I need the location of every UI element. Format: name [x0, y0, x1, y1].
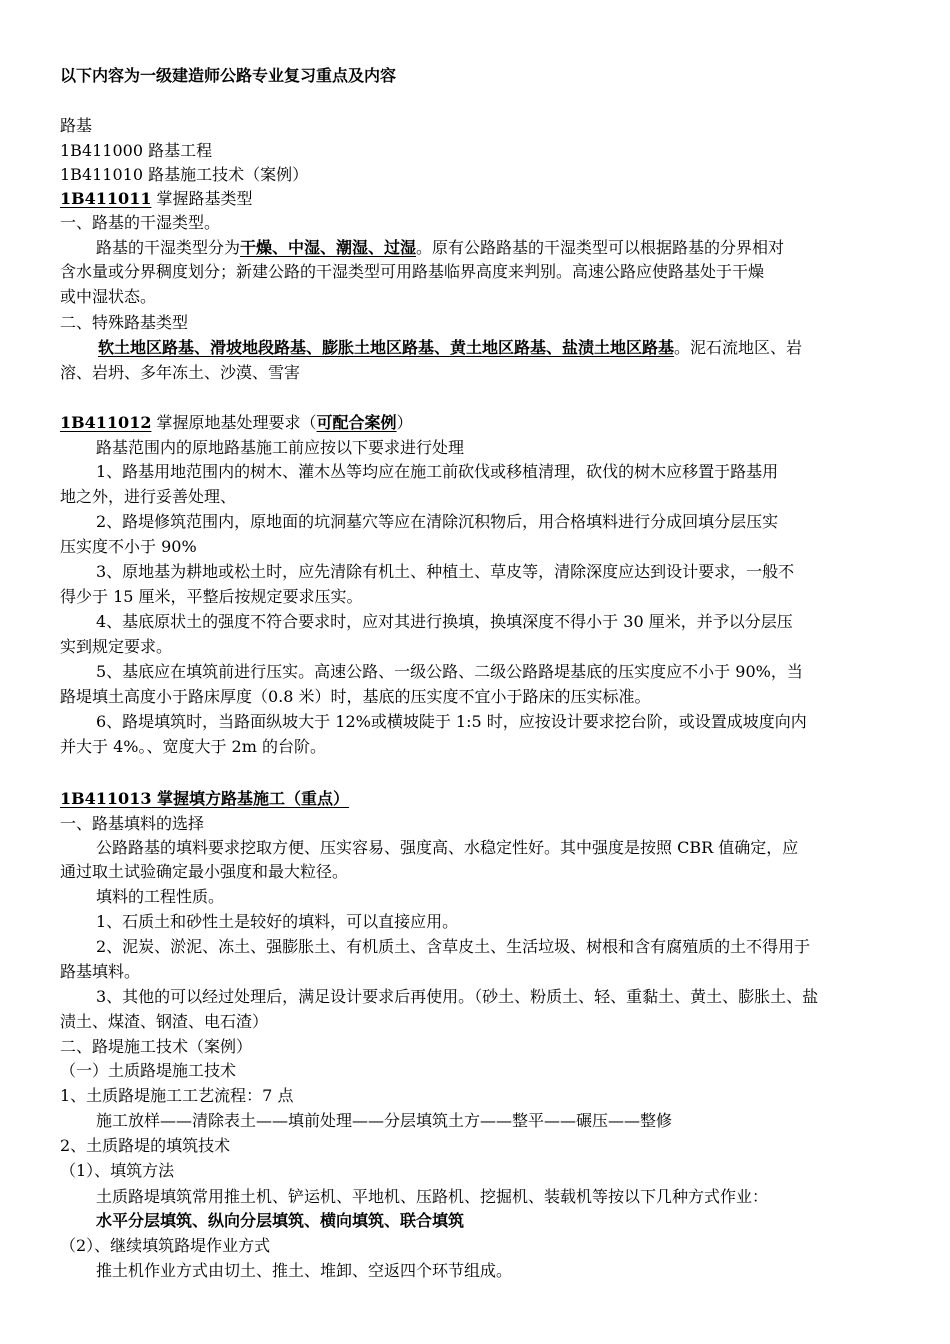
document-title: 以下内容为一级建造师公路专业复习重点及内容 — [60, 66, 397, 85]
list-item-cont: 路堤填土高度小于路床厚度（0.8 米）时，基底的压实度不宜小于路床的压实标准。 — [60, 687, 651, 706]
topic-title: 掌握填方路基施工（重点） — [151, 789, 350, 808]
paragraph-line: 填料的工程性质。 — [96, 887, 225, 906]
topic-code: 1B411013 — [60, 789, 152, 808]
list-item: 1、石质土和砂性土是较好的填料，可以直接应用。 — [96, 912, 459, 931]
emphasized-text: 可配合案例 — [316, 413, 397, 432]
text-run: 。原有公路路基的干湿类型可以根据路基的分界相对 — [416, 238, 785, 257]
subheading: 二、特殊路基类型 — [60, 313, 189, 332]
list-item: 2、路堤修筑范围内，原地面的坑洞墓穴等应在清除沉积物后，用合格填料进行分成回填分层压实 — [96, 512, 779, 531]
subheading: （一）土质路堤施工技术 — [60, 1061, 237, 1080]
list-item: 3、原地基为耕地或松土时，应先清除有机土、种植土、草皮等，清除深度应达到设计要求，一般不 — [96, 562, 795, 581]
text-run: 。泥石流地区、岩 — [674, 338, 803, 357]
list-item: 4、基底原状土的强度不符合要求时，应对其进行换填，换填深度不得小于 30 厘米，并予以分层压 — [96, 612, 793, 631]
emphasized-text: 干燥、中湿、潮湿、过湿 — [240, 238, 417, 257]
topic-heading-1 — [60, 189, 895, 209]
paragraph-line: 或中湿状态。 — [60, 287, 157, 306]
list-item-cont: 得少于 15 厘米，平整后按规定要求压实。 — [60, 587, 363, 606]
text-run: ） — [396, 413, 413, 432]
process-flow: 施工放样——清除表土——填前处理——分层填筑土方——整平——碾压——整修 — [96, 1111, 673, 1130]
topic-title: 掌握原地基处理要求（ — [151, 413, 317, 432]
topic-code: 1B411012 — [60, 413, 152, 432]
text-run: 路基的干湿类型分为 — [96, 238, 241, 257]
emphasized-text: 水平分层填筑、纵向分层填筑、横向填筑、联合填筑 — [96, 1211, 465, 1230]
list-item-cont: 压实度不小于 90% — [60, 537, 197, 556]
list-item-cont: 路基填料。 — [60, 962, 141, 981]
topic-title: 掌握路基类型 — [151, 189, 253, 208]
topic-code: 1B411011 — [60, 189, 152, 208]
list-item: 1、路基用地范围内的树木、灌木丛等均应在施工前砍伐或移植清理，砍伐的树木应移置于路基用 — [96, 462, 779, 481]
list-item-cont: 地之外，进行妥善处理、 — [60, 487, 237, 506]
subheading: （1）、填筑方法 — [60, 1161, 175, 1180]
subheading: 二、路堤施工技术（案例） — [60, 1037, 253, 1056]
paragraph-line — [96, 238, 895, 258]
paragraph-line: 溶、岩坍、多年冻土、沙漠、雪害 — [60, 363, 301, 382]
chapter-heading: 1B411000 路基工程 — [60, 141, 213, 160]
paragraph-line: 土质路堤填筑常用推土机、铲运机、平地机、压路机、挖掘机、装载机等按以下几种方式作业： — [96, 1187, 769, 1206]
emphasized-text: 软土地区路基、滑坡地段路基、膨胀土地区路基、黄土地区路基、盐渍土地区路基 — [98, 338, 675, 357]
list-item-cont: 并大于 4%。、宽度大于 2m 的台阶。 — [60, 737, 326, 756]
paragraph-line: 路基范围内的原地路基施工前应按以下要求进行处理 — [96, 438, 465, 457]
subchapter-heading: 1B411010 路基施工技术（案例） — [60, 165, 309, 184]
paragraph-line: 公路路基的填料要求挖取方便、压实容易、强度高、水稳定性好。其中强度是按照 CBR 值确定，应 — [96, 838, 799, 857]
list-item: 5、基底应在填筑前进行压实。高速公路、一级公路、二级公路路堤基底的压实度应不小于 90%，当 — [96, 662, 803, 681]
paragraph-line: 推土机作业方式由切土、推土、堆卸、空返四个环节组成。 — [96, 1261, 513, 1280]
topic-heading-3 — [60, 789, 895, 809]
list-item-cont: 实到规定要求。 — [60, 637, 173, 656]
list-item: 2、泥炭、淤泥、冻土、强膨胀土、有机质土、含草皮土、生活垃圾、树根和含有腐殖质的土不得用于 — [96, 937, 811, 956]
subheading: 2、土质路堤的填筑技术 — [60, 1136, 231, 1155]
subheading: 1、土质路堤施工工艺流程：7 点 — [60, 1086, 294, 1105]
subheading: （2）、继续填筑路堤作业方式 — [60, 1236, 271, 1255]
paragraph-line — [60, 338, 895, 358]
topic-heading-2 — [60, 413, 895, 433]
list-item: 3、其他的可以经过处理后，满足设计要求后再使用。（砂土、粉质土、轻、重黏土、黄土、膨胀土、盐 — [96, 987, 819, 1006]
list-item-cont: 渍土、煤渣、钢渣、电石渣） — [60, 1012, 269, 1031]
section-heading: 路基 — [60, 116, 93, 135]
subheading: 一、路基填料的选择 — [60, 814, 205, 833]
paragraph-line: 通过取土试验确定最小强度和最大粒径。 — [60, 862, 349, 881]
subheading: 一、路基的干湿类型。 — [60, 213, 221, 232]
paragraph-line: 含水量或分界稠度划分；新建公路的干湿类型可用路基临界高度来判别。高速公路应使路基处于干燥 — [60, 262, 765, 281]
list-item: 6、路堤填筑时，当路面纵坡大于 12%或横坡陡于 1:5 时，应按设计要求挖台阶，或设置成坡度向内 — [96, 712, 807, 731]
